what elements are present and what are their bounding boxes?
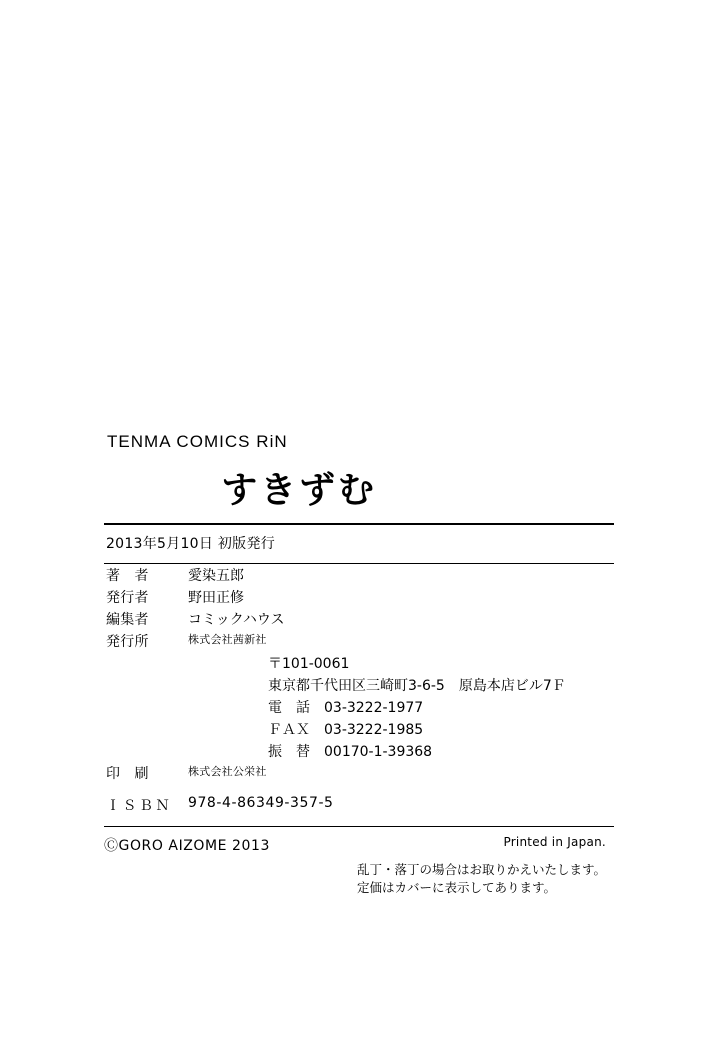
table-row: [106, 586, 566, 608]
row-label-publisher-company: 発行所: [106, 634, 149, 650]
publisher-furikae: 振 替 00170-1-39368: [268, 744, 433, 760]
table-spacer: [106, 784, 566, 794]
table-row: [106, 674, 566, 696]
printed-in-japan: Printed in Japan.: [503, 835, 606, 849]
divider-top: [104, 523, 614, 525]
table-row: [106, 608, 566, 630]
publication-info-table: [106, 564, 566, 816]
row-value-publisher-person: 野田正修: [188, 590, 244, 606]
row-label-editor: 編集者: [106, 612, 149, 628]
row-label-printer: 印 刷: [106, 766, 149, 782]
notice-line-price: 定価はカバーに表示してあります。: [356, 880, 556, 896]
table-row: [106, 762, 566, 784]
publisher-address: 東京都千代田区三崎町3-6-5 原島本店ビル7Ｆ: [268, 678, 566, 694]
row-value-author: 愛染五郎: [188, 568, 244, 584]
series-label: TENMA COMICS RiN: [107, 432, 288, 451]
row-value-editor: コミックハウス: [188, 612, 285, 628]
row-label-publisher-person: 発行者: [106, 590, 149, 606]
table-row: [106, 740, 566, 762]
row-value-isbn: 978-4-86349-357-5: [188, 795, 334, 811]
publisher-fax: ＦＡＸ 03-3222-1985: [268, 722, 424, 738]
table-row: [106, 652, 566, 674]
table-row: [106, 794, 566, 816]
table-row: [106, 696, 566, 718]
notice-line-defect: 乱丁・落丁の場合はお取りかえいたします。: [356, 862, 606, 877]
table-row: [106, 564, 566, 586]
publication-date: 2013年5月10日 初版発行: [106, 536, 276, 552]
copyright-notice: ⒸGORO AIZOME 2013: [104, 838, 270, 854]
row-label-isbn: ＩＳＢＮ: [106, 798, 173, 814]
row-value-printer: 株式会社公栄社: [188, 765, 267, 778]
row-value-publisher-company: 株式会社茜新社: [188, 633, 267, 646]
publisher-postal-code: 〒101-0061: [268, 656, 350, 672]
divider-bottom: [104, 826, 614, 827]
table-row: [106, 630, 566, 652]
table-row: [106, 718, 566, 740]
row-label-author: 著 者: [106, 568, 149, 584]
colophon-block: [104, 432, 614, 896]
publisher-phone: 電 話 03-3222-1977: [268, 700, 424, 716]
book-title: すきずむ: [221, 470, 377, 511]
disclaimer-notices: [357, 861, 606, 897]
